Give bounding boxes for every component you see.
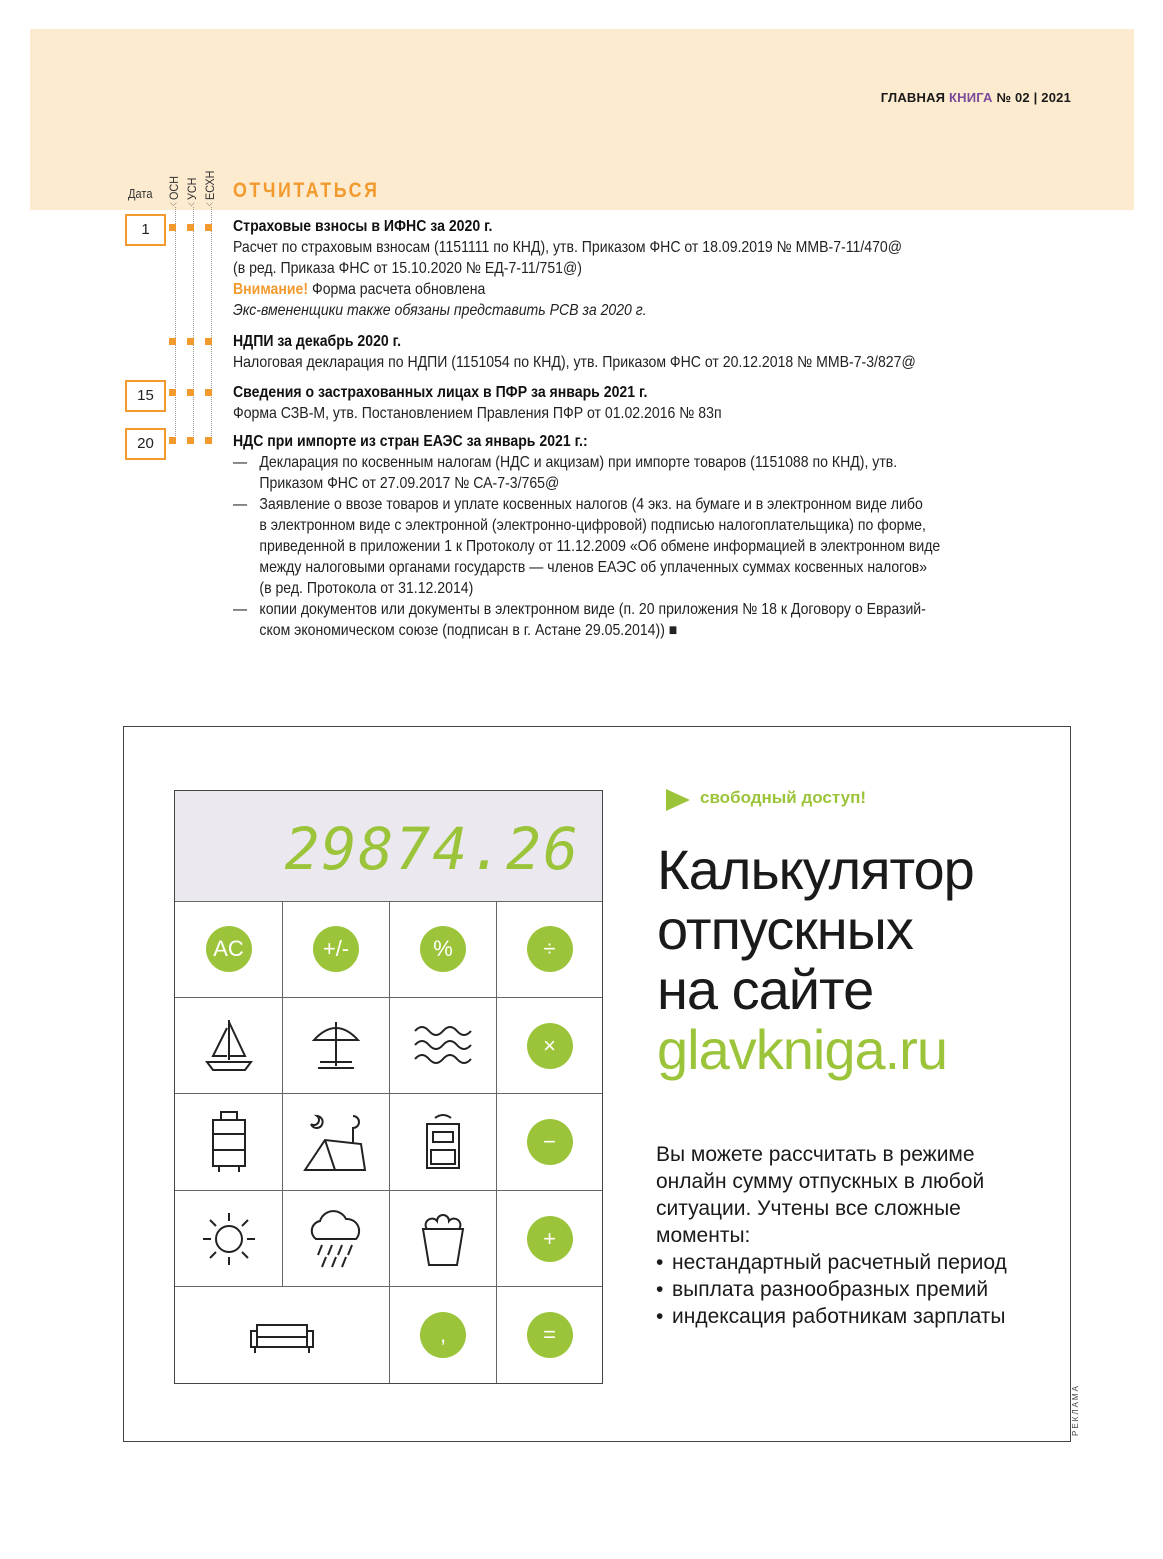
masthead-glavnaya: ГЛАВНАЯ xyxy=(880,90,946,105)
entry-text: между налоговыми органами государств — членов ЕАЭС об уплаченных суммах косвенных налогов» xyxy=(259,559,928,576)
key-minus xyxy=(497,1094,602,1191)
list-item xyxy=(233,452,940,494)
advertisement-label: РЕКЛАМА xyxy=(1071,1384,1080,1436)
marker-usn xyxy=(187,437,194,444)
beach-umbrella-icon xyxy=(306,1016,366,1076)
ad-body-text: Вы можете рассчитать в режиме онлайн сумму отпускных в любой ситуации. Учтены все сложные моменты: xyxy=(656,1143,985,1247)
suitcase-icon xyxy=(209,1110,249,1174)
backpack-icon xyxy=(419,1112,467,1172)
comma-icon: , xyxy=(420,1312,466,1358)
plus-icon: + xyxy=(527,1216,573,1262)
list-item: • индексация работникам зарплаты xyxy=(656,1303,1036,1330)
date-box: 1 xyxy=(125,214,166,246)
sun-icon xyxy=(199,1209,259,1269)
chevron-down-icon: ⌵ xyxy=(206,198,213,208)
ad-body xyxy=(656,1141,1036,1330)
list-item: • нестандартный расчетный период xyxy=(656,1249,1036,1276)
column-usn-label: УСН xyxy=(185,177,199,200)
ad-bullet-list xyxy=(656,1249,1036,1330)
masthead-issue: № 02 | 2021 xyxy=(996,90,1071,105)
date-box: 15 xyxy=(125,380,166,412)
key-waves xyxy=(390,998,497,1094)
key-tent xyxy=(283,1094,390,1191)
key-suitcase xyxy=(175,1094,283,1191)
key-sofa xyxy=(175,1287,390,1383)
entry-text: Заявление о ввозе товаров и уплате косвенных налогов (4 экз. на бумаге и в электронном виде либо xyxy=(259,496,923,513)
key-rain xyxy=(283,1191,390,1287)
bucket-icon xyxy=(417,1209,469,1269)
tent-icon xyxy=(301,1110,371,1174)
entry-title: НДПИ за декабрь 2020 г. xyxy=(233,333,402,350)
ad-title-line: отпускных xyxy=(657,898,913,961)
chevron-down-icon: ⌵ xyxy=(188,198,195,208)
date-box: 20 xyxy=(125,428,166,460)
column-guide-osn xyxy=(175,207,176,440)
warning-label: Внимание! xyxy=(233,281,309,298)
dash-marker: — xyxy=(233,496,248,513)
marker-eshn xyxy=(205,437,212,444)
key-plusminus xyxy=(283,901,390,998)
list-item xyxy=(233,494,940,599)
entry-title: Сведения о застрахованных лицах в ПФР за январь 2021 г. xyxy=(233,384,648,401)
ad-title xyxy=(657,840,974,1080)
marker-osn xyxy=(169,437,176,444)
waves-icon xyxy=(413,1021,473,1071)
entry-insurance xyxy=(233,216,902,321)
masthead-kniga: КНИГА xyxy=(949,90,993,105)
masthead xyxy=(881,90,1071,105)
entry-text: Декларация по косвенным налогам (НДС и акцизам) при импорте товаров (1151088 по КНД), утв. xyxy=(259,454,898,471)
entry-note: Экс-вмененщики также обязаны представить РСВ за 2020 г. xyxy=(233,302,647,319)
ac-icon: AC xyxy=(206,926,252,972)
entry-text: Расчет по страховым взносам (1151111 по КНД), утв. Приказом ФНС от 18.09.2019 № ММВ-7-11/470@ xyxy=(233,239,903,256)
column-eshn-label: ЕСХН xyxy=(203,170,217,200)
marker-usn xyxy=(187,224,194,231)
entry-ndpi xyxy=(233,331,916,373)
marker-usn xyxy=(187,389,194,396)
key-beach xyxy=(283,998,390,1094)
chevron-down-icon: ⌵ xyxy=(170,198,177,208)
marker-osn xyxy=(169,389,176,396)
sailboat-icon xyxy=(201,1016,257,1076)
marker-eshn xyxy=(205,224,212,231)
key-divide xyxy=(497,901,602,998)
key-backpack xyxy=(390,1094,497,1191)
section-heading: ОТЧИТАТЬСЯ xyxy=(233,179,380,202)
calculator-display xyxy=(175,791,602,902)
column-osn-label: ОСН xyxy=(167,175,181,200)
entry-text: Форма СЗВ-М, утв. Постановлением Правления ПФР от 01.02.2016 № 83п xyxy=(233,405,722,422)
free-access-label: свободный доступ! xyxy=(700,788,867,807)
key-sun xyxy=(175,1191,283,1287)
minus-icon: − xyxy=(527,1119,573,1165)
calculator-illustration xyxy=(174,790,603,1384)
ad-title-line: Калькулятор xyxy=(657,838,974,901)
dash-marker: — xyxy=(233,454,248,471)
entry-text: Налоговая декларация по НДПИ (1151054 по КНД), утв. Приказом ФНС от 20.12.2018 № ММВ-7-3/827@ xyxy=(233,354,916,371)
key-percent xyxy=(390,901,497,998)
entry-text: ском экономическом союзе (подписан в г. Астане 29.05.2014)) ■ xyxy=(259,622,678,639)
key-sailboat xyxy=(175,998,283,1094)
entry-szv xyxy=(233,382,722,424)
plus-minus-icon: +/- xyxy=(313,926,359,972)
divide-icon: ÷ xyxy=(527,926,573,972)
key-equals xyxy=(497,1287,602,1383)
rain-cloud-icon xyxy=(304,1209,368,1269)
warning-text: Форма расчета обновлена xyxy=(308,281,486,298)
equals-icon: = xyxy=(527,1312,573,1358)
dash-marker: — xyxy=(233,601,248,618)
list-item xyxy=(233,599,940,641)
column-guide-eshn xyxy=(211,207,212,440)
entry-text: в электронном виде с электронной (электронно-цифровой) подписью налогоплательщика) по форме, xyxy=(259,517,926,534)
entry-text: копии документов или документы в электронном виде (п. 20 приложения № 18 к Договору о Евразий- xyxy=(259,601,926,618)
site-link[interactable]: glavkniga.ru xyxy=(657,1018,947,1081)
key-bucket xyxy=(390,1191,497,1287)
marker-eshn xyxy=(205,338,212,345)
entry-warning xyxy=(233,279,902,300)
entry-text: Приказом ФНС от 27.09.2017 № СА-7-3/765@ xyxy=(259,475,560,492)
multiply-icon: × xyxy=(527,1023,573,1069)
column-date-label: Дата xyxy=(128,186,153,201)
entry-text: (в ред. Приказа ФНС от 15.10.2020 № ЕД-7-11/751@) xyxy=(233,260,583,277)
entry-title: Страховые взносы в ИФНС за 2020 г. xyxy=(233,218,493,235)
key-multiply xyxy=(497,998,602,1094)
marker-osn xyxy=(169,224,176,231)
calculator-display-value: 29874.26 xyxy=(284,815,580,883)
key-plus xyxy=(497,1191,602,1287)
marker-osn xyxy=(169,338,176,345)
ad-title-line: на сайте xyxy=(657,958,874,1021)
percent-icon: % xyxy=(420,926,466,972)
list-item: • выплата разнообразных премий xyxy=(656,1276,1036,1303)
entry-title: НДС при импорте из стран ЕАЭС за январь 2021 г.: xyxy=(233,433,588,450)
entry-vat-import xyxy=(233,431,940,641)
key-ac xyxy=(175,901,283,998)
entry-text: (в ред. Протокола от 31.12.2014) xyxy=(259,580,474,597)
entry-text: приведенной в приложении 1 к Протоколу от 11.12.2009 «Об обмене информацией в электронном виде xyxy=(259,538,941,555)
sofa-icon xyxy=(247,1315,317,1355)
key-comma xyxy=(390,1287,497,1383)
play-arrow-icon xyxy=(666,789,690,811)
marker-eshn xyxy=(205,389,212,396)
marker-usn xyxy=(187,338,194,345)
column-guide-usn xyxy=(193,207,194,440)
